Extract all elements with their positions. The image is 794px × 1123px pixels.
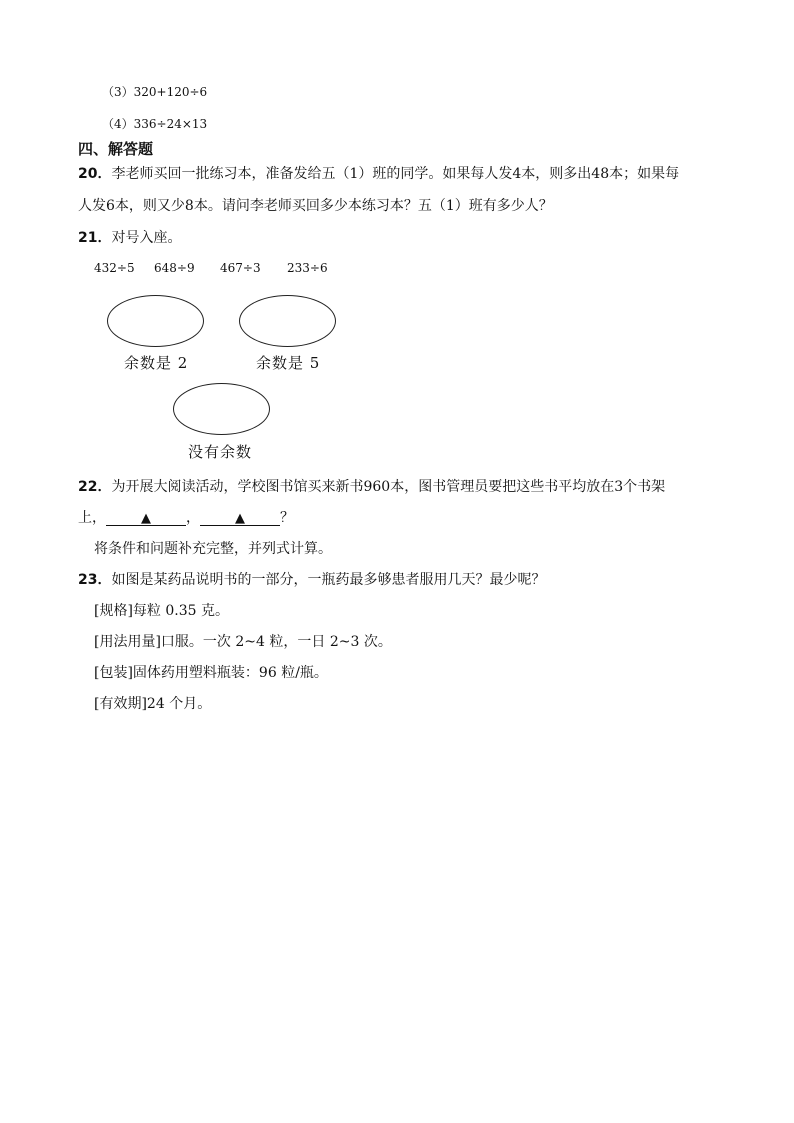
answer-oval-no-remainder[interactable] — [173, 383, 270, 435]
question-number: 20． — [78, 166, 112, 182]
question-20 — [78, 164, 679, 184]
question-22-line-2 — [78, 508, 294, 528]
division-expression-4: 233÷6 — [287, 261, 328, 275]
question-text-line-1: 为开展大阅读活动，学校图书馆买来新书960本，图书管理员要把这些书平均放在3个书架 — [111, 479, 666, 495]
oval-label-remainder-5: 余数是 5 — [256, 354, 321, 372]
fill-blank-question[interactable] — [200, 508, 280, 526]
question-21 — [78, 228, 181, 248]
division-expression-2: 648÷9 — [154, 261, 195, 275]
blank-separator: ， — [186, 510, 200, 526]
question-number: 21． — [78, 230, 112, 246]
instruction-packaging: [包装]固体药用塑料瓶装：96 粒/瓶。 — [94, 665, 328, 681]
instruction-usage: [用法用量]口服。一次 2~4 粒，一日 2~3 次。 — [94, 634, 392, 650]
oval-label-no-remainder: 没有余数 — [188, 443, 253, 461]
question-text: 如图是某药品说明书的一部分，一瓶药最多够患者服用几天？最少呢？ — [111, 572, 546, 588]
division-expression-3: 467÷3 — [220, 261, 261, 275]
question-23 — [78, 570, 545, 590]
section-title: 四、解答题 — [78, 140, 154, 158]
triangle-marker-icon: ▲ — [141, 511, 151, 526]
question-22 — [78, 477, 665, 497]
expression-item-4: （4）336÷24×13 — [102, 117, 208, 131]
division-expression-1: 432÷5 — [94, 261, 135, 275]
question-number: 22． — [78, 479, 112, 495]
triangle-marker-icon: ▲ — [235, 511, 245, 526]
instruction-spec: [规格]每粒 0.35 克。 — [94, 603, 229, 619]
question-number: 23． — [78, 572, 112, 588]
answer-oval-remainder-5[interactable] — [239, 295, 336, 347]
oval-label-remainder-2: 余数是 2 — [124, 354, 189, 372]
question-22-instruction: 将条件和问题补充完整，并列式计算。 — [94, 541, 332, 557]
line-suffix: ？ — [280, 510, 294, 526]
question-text-line-1: 李老师买回一批练习本，准备发给五（1）班的同学。如果每人发4本，则多出48本；如果每 — [111, 166, 680, 182]
answer-oval-remainder-2[interactable] — [107, 295, 204, 347]
question-text: 对号入座。 — [111, 230, 182, 246]
question-20-line-2: 人发6本，则又少8本。请问李老师买回多少本练习本？五（1）班有多少人？ — [78, 198, 553, 214]
line-prefix: 上， — [78, 510, 106, 526]
expression-item-3: （3）320+120÷6 — [102, 85, 208, 99]
instruction-validity: [有效期]24 个月。 — [94, 696, 212, 712]
fill-blank-condition[interactable] — [106, 508, 186, 526]
